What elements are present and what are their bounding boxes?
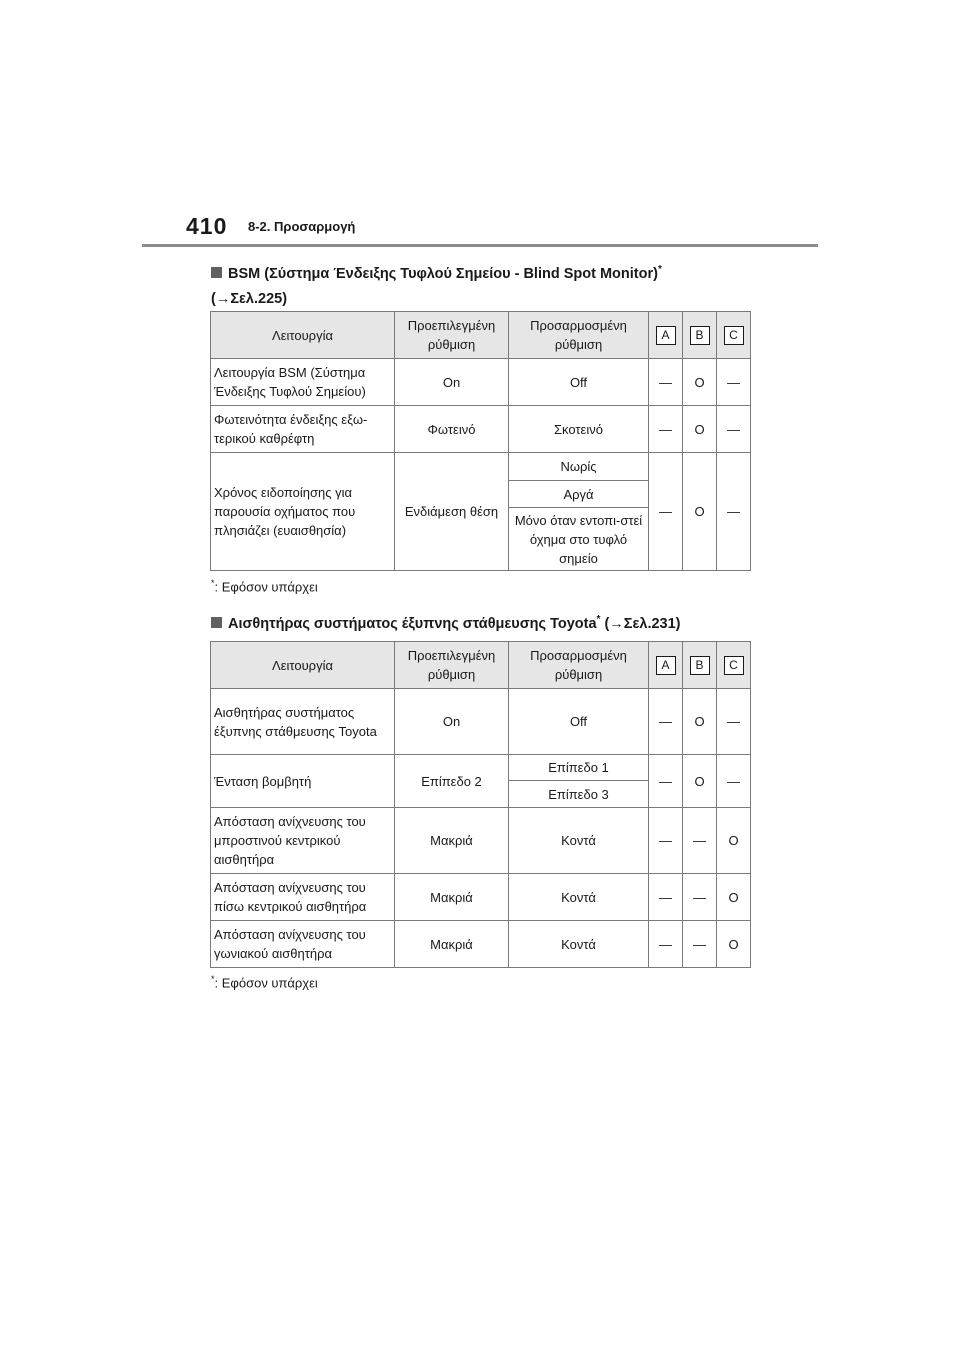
bsm-heading (211, 257, 662, 312)
header-c (717, 642, 751, 689)
cell-custom: Μόνο όταν εντοπι-στεί όχημα στο τυφλό σημείο (509, 508, 649, 571)
bsm-settings-table (210, 311, 751, 571)
cell-c: — (717, 406, 751, 453)
cell-b: O (683, 453, 717, 571)
cell-custom: Σκοτεινό (509, 406, 649, 453)
cell-c: O (717, 921, 751, 968)
table-row (211, 921, 751, 968)
header-default: Προεπιλεγμένη ρύθμιση (395, 312, 509, 359)
table-header-row (211, 642, 751, 689)
cell-function: Χρόνος ειδοποίησης για παρουσία οχήματος που πλησιάζει (ευαισθησία) (211, 453, 395, 571)
header-divider (142, 244, 818, 247)
cell-function: Αισθητήρας συστήματος έξυπνης στάθμευσης Toyota (211, 689, 395, 755)
cell-default: Ενδιάμεση θέση (395, 453, 509, 571)
cell-custom: Κοντά (509, 921, 649, 968)
table-row (211, 808, 751, 874)
cell-a: — (649, 921, 683, 968)
header-a (649, 312, 683, 359)
table-row (211, 755, 751, 781)
cell-function: Φωτεινότητα ένδειξης εξω-τερικού καθρέφτη (211, 406, 395, 453)
square-bullet-icon (211, 267, 222, 278)
header-a (649, 642, 683, 689)
cell-b: O (683, 755, 717, 808)
cell-a: — (649, 874, 683, 921)
cell-function: Ένταση βομβητή (211, 755, 395, 808)
cell-a: — (649, 689, 683, 755)
parking-heading-text: Αισθητήρας συστήματος έξυπνης στάθμευσης Toyota (228, 615, 597, 632)
cell-a: — (649, 359, 683, 406)
cell-default: Επίπεδο 2 (395, 755, 509, 808)
table-row (211, 406, 751, 453)
cell-c: O (717, 874, 751, 921)
footnote-text: : Εφόσον υπάρχει (214, 975, 318, 991)
cell-b: — (683, 921, 717, 968)
parking-sensor-heading (211, 607, 681, 637)
cell-a: — (649, 406, 683, 453)
cell-custom: Αργά (509, 481, 649, 508)
header-custom: Προσαρμοσμένη ρύθμιση (509, 642, 649, 689)
cell-a: — (649, 808, 683, 874)
header-b (683, 642, 717, 689)
cell-c: O (717, 808, 751, 874)
cell-custom: Κοντά (509, 808, 649, 874)
cell-c: — (717, 755, 751, 808)
cell-c: — (717, 453, 751, 571)
cell-default: Μακριά (395, 808, 509, 874)
cell-function: Απόσταση ανίχνευσης του γωνιακού αισθητήρα (211, 921, 395, 968)
cell-b: — (683, 808, 717, 874)
cell-default: On (395, 689, 509, 755)
table-row (211, 874, 751, 921)
cell-a: — (649, 755, 683, 808)
bsm-heading-text: BSM (Σύστημα Ένδειξης Τυφλού Σημείου - Blind Spot Monitor) (228, 265, 658, 282)
table-header-row (211, 312, 751, 359)
parking-page-reference: (→Σελ.231) (600, 615, 681, 632)
cell-function: Απόσταση ανίχνευσης του πίσω κεντρικού αισθητήρα (211, 874, 395, 921)
square-bullet-icon (211, 617, 222, 628)
footnote-marker: * (211, 974, 215, 984)
parking-footnote (211, 974, 318, 990)
header-function: Λειτουργία (211, 642, 395, 689)
cell-default: Φωτεινό (395, 406, 509, 453)
cell-b: — (683, 874, 717, 921)
cell-c: — (717, 689, 751, 755)
cell-a: — (649, 453, 683, 571)
header-custom: Προσαρμοσμένη ρύθμιση (509, 312, 649, 359)
cell-custom: Επίπεδο 1 (509, 755, 649, 781)
b-box: B (690, 326, 710, 345)
section-title: 8-2. Προσαρμογή (248, 219, 356, 234)
c-box: C (724, 656, 744, 675)
cell-custom: Νωρίς (509, 453, 649, 481)
cell-custom: Off (509, 689, 649, 755)
cell-default: Μακριά (395, 921, 509, 968)
cell-custom: Επίπεδο 3 (509, 781, 649, 808)
a-box: A (656, 656, 676, 675)
cell-default: Μακριά (395, 874, 509, 921)
header-b (683, 312, 717, 359)
bsm-page-reference: (→Σελ.225) (211, 290, 288, 307)
a-box: A (656, 326, 676, 345)
cell-custom: Κοντά (509, 874, 649, 921)
table-row (211, 689, 751, 755)
header-c (717, 312, 751, 359)
footnote-marker: * (211, 578, 215, 588)
cell-function: Απόσταση ανίχνευσης του μπροστινού κεντρικού αισθητήρα (211, 808, 395, 874)
page-number: 410 (186, 213, 228, 239)
footnote-marker: * (657, 264, 662, 275)
cell-b: O (683, 406, 717, 453)
b-box: B (690, 656, 710, 675)
header-function: Λειτουργία (211, 312, 395, 359)
footnote-marker: * (596, 614, 601, 625)
cell-custom: Off (509, 359, 649, 406)
table-row (211, 359, 751, 406)
cell-function: Λειτουργία BSM (Σύστημα Ένδειξης Τυφλού Σημείου) (211, 359, 395, 406)
footnote-text: : Εφόσον υπάρχει (214, 579, 318, 595)
cell-default: On (395, 359, 509, 406)
bsm-footnote (211, 578, 318, 594)
cell-b: O (683, 359, 717, 406)
cell-b: O (683, 689, 717, 755)
table-row (211, 453, 751, 481)
c-box: C (724, 326, 744, 345)
header-default: Προεπιλεγμένη ρύθμιση (395, 642, 509, 689)
cell-c: — (717, 359, 751, 406)
parking-settings-table (210, 641, 751, 968)
